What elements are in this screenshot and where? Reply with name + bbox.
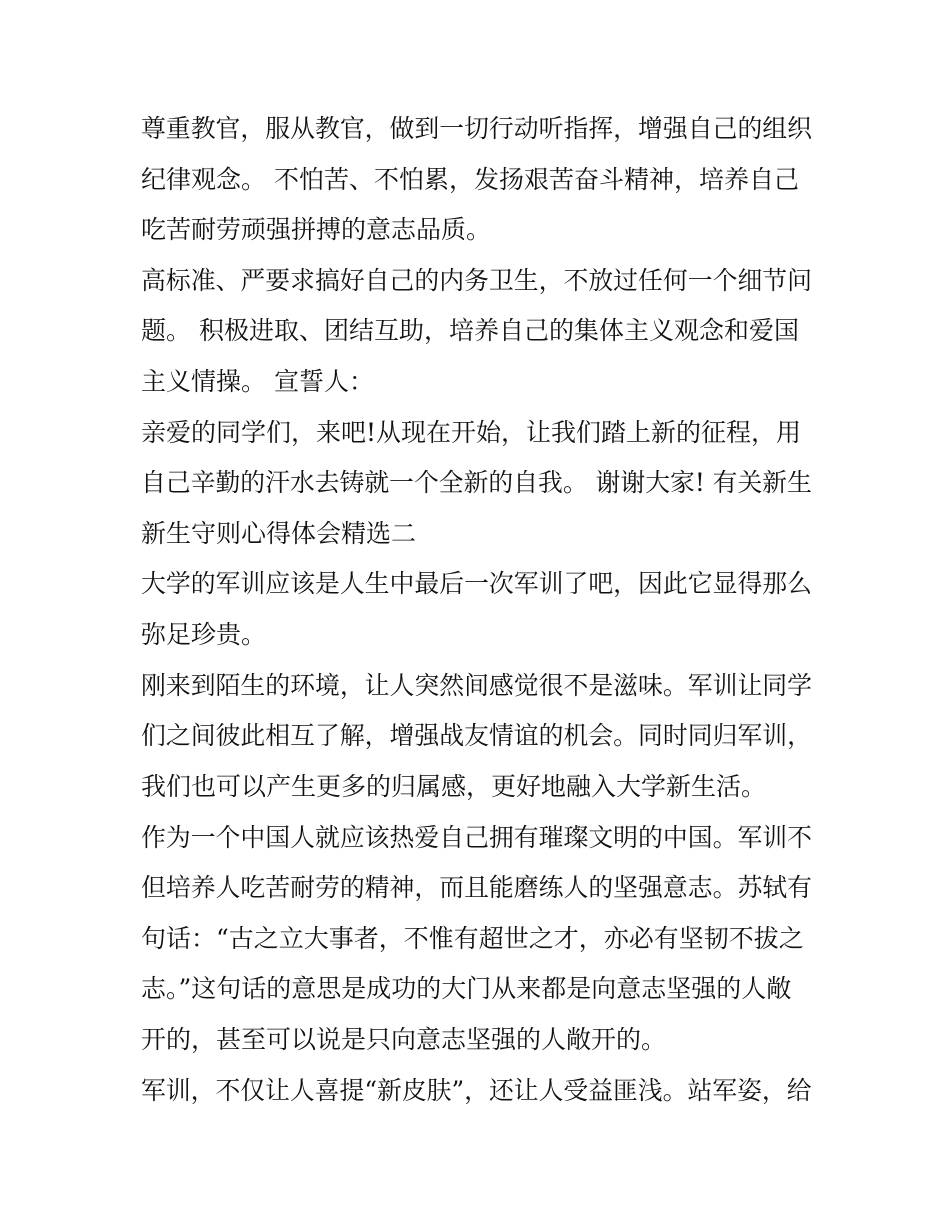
text-line: 自己辛勤的汗水去铸就一个全新的自我。 谢谢大家! 有关新生 [141,468,812,497]
text-line: 尊重教官，服从教官，做到一切行动听指挥，增强自己的组织 [141,114,813,143]
text-line: 作为一个中国人就应该热爱自己拥有璀璨文明的中国。军训不 [141,823,813,852]
text-line: 弥足珍贵。 [141,620,267,649]
text-line: 刚来到陌生的环境，让人突然间感觉很不是滋味。军训让同学 [141,671,813,700]
text-line: 我们也可以产生更多的归属感，更好地融入大学新生活。 [141,772,767,801]
text-line: 新生守则心得体会精选二 [141,519,417,548]
text-line: 主义情操。 宣誓人： [141,367,374,396]
text-line: 军训，不仅让人喜提“新皮肤”，还让人受益匪浅。站军姿，给 [141,1076,812,1105]
text-line: 句话：“古之立大事者，不惟有超世之才，亦必有坚韧不拔之 [141,924,804,953]
text-line: 大学的军训应该是人生中最后一次军训了吧，因此它显得那么 [141,569,813,598]
text-line: 志。”这句话的意思是成功的大门从来都是向意志坚强的人敞 [141,974,792,1003]
text-line: 高标准、严要求搞好自己的内务卫生，不放过任何一个细节问 [141,266,813,295]
text-line: 题。 积极进取、团结互助，培养自己的集体主义观念和爱国 [141,316,799,345]
text-line: 纪律观念。 不怕苦、不怕累，发扬艰苦奋斗精神，培养自己 [141,165,799,194]
text-line: 但培养人吃苦耐劳的精神，而且能磨练人的坚强意志。苏轼有 [141,873,813,902]
text-line: 吃苦耐劳顽强拼搏的意志品质。 [141,215,492,244]
text-line: 亲爱的同学们，来吧!从现在开始，让我们踏上新的征程，用 [141,418,802,447]
text-line: 们之间彼此相互了解，增强战友情谊的机会。同时同归军训， [141,721,813,750]
text-line: 开的，甚至可以说是只向意志坚强的人敞开的。 [141,1025,667,1054]
